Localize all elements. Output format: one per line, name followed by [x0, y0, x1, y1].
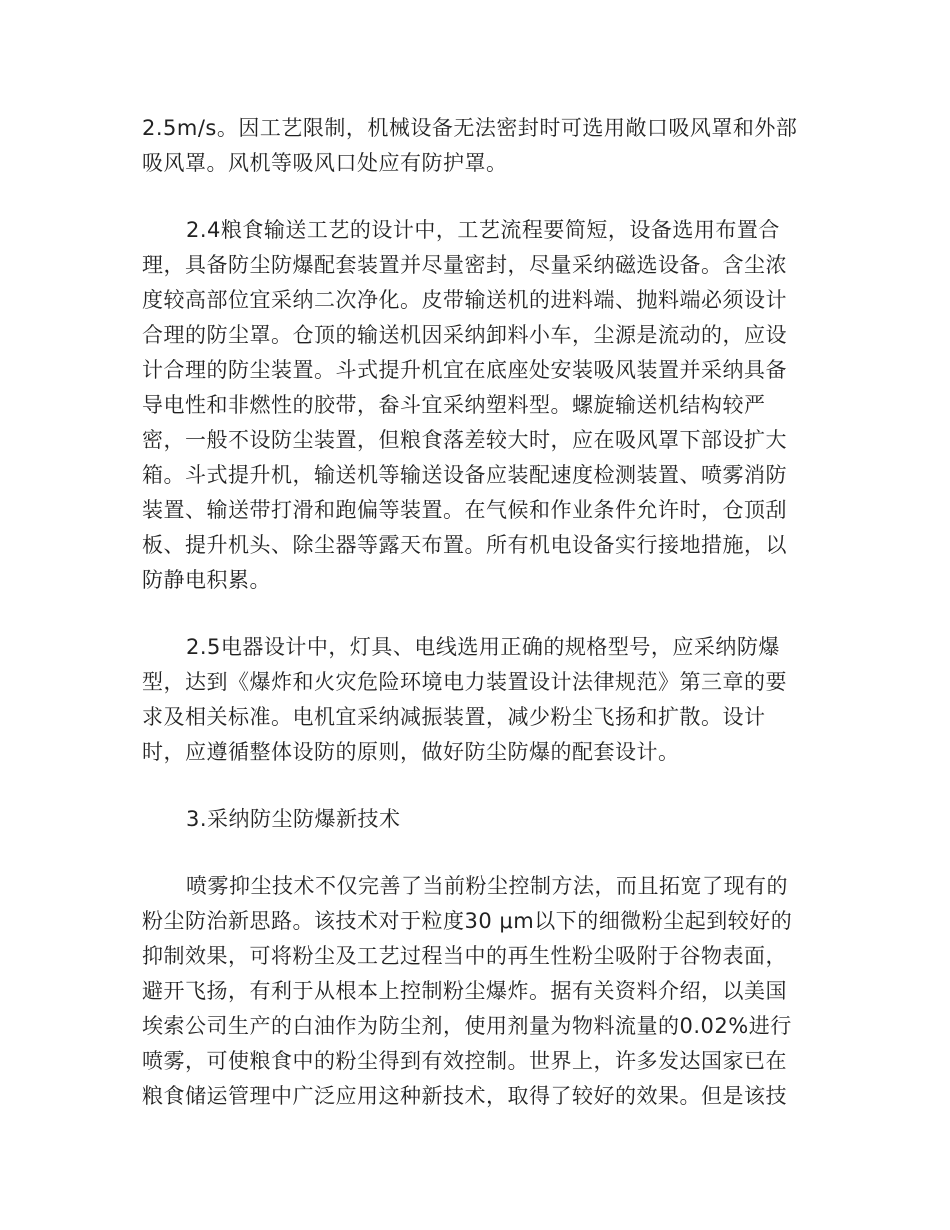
- text-line: 箱。斗式提升机，输送机等输送设备应装配速度检测装置、喷雾消防: [142, 463, 787, 487]
- text-line: 计合理的防尘装置。斗式提升机宜在底座处安装吸风装置并采纳具备: [142, 358, 787, 382]
- text-line: 粉尘防治新思路。该技术对于粒度30 μm以下的细微粉尘起到较好的: [142, 909, 793, 933]
- text-line: 2.5m/s。因工艺限制，机械设备无法密封时可选用敞口吸风罩和外部: [142, 116, 798, 140]
- text-line: 型，达到《爆炸和火灾危险环境电力装置设计法律规范》第三章的要: [142, 670, 787, 694]
- text-line: 时，应遵循整体设防的原则，做好防尘防爆的配套设计。: [142, 740, 680, 764]
- text-line: 2.5电器设计中，灯具、电线选用正确的规格型号，应采纳防爆: [186, 635, 780, 659]
- section-heading: 3.采纳防尘防爆新技术: [186, 807, 401, 831]
- text-line: 吸风罩。风机等吸风口处应有防护罩。: [142, 151, 508, 175]
- text-line: 2.4粮食输送工艺的设计中，工艺流程要简短，设备选用布置合: [186, 218, 780, 242]
- text-line: 抑制效果，可将粉尘及工艺过程当中的再生性粉尘吸附于谷物表面，: [142, 944, 787, 968]
- text-line: 合理的防尘罩。仓顶的输送机因采纳卸料小车，尘源是流动的，应设: [142, 323, 787, 347]
- text-line: 装置、输送带打滑和跑偏等装置。在气候和作业条件允许时，仓顶刮: [142, 498, 787, 522]
- text-line: 度较高部位宜采纳二次净化。皮带输送机的进料端、抛料端必须设计: [142, 288, 787, 312]
- text-line: 喷雾，可使粮食中的粉尘得到有效控制。世界上，许多发达国家已在: [142, 1049, 787, 1073]
- text-line: 理，具备防尘防爆配套装置并尽量密封，尽量采纳磁选设备。含尘浓: [142, 253, 787, 277]
- text-line: 粮食储运管理中广泛应用这种新技术，取得了较好的效果。但是该技: [142, 1084, 787, 1108]
- text-line: 避开飞扬，有利于从根本上控制粉尘爆炸。据有关资料介绍，以美国: [142, 979, 787, 1003]
- text-line: 板、提升机头、除尘器等露天布置。所有机电设备实行接地措施，以: [142, 533, 787, 557]
- text-line: 喷雾抑尘技术不仅完善了当前粉尘控制方法，而且拓宽了现有的: [186, 874, 788, 898]
- text-line: 防静电积累。: [142, 568, 271, 592]
- text-line: 求及相关标准。电机宜采纳减振装置，减少粉尘飞扬和扩散。设计: [142, 705, 766, 729]
- text-line: 密，一般不设防尘装置，但粮食落差较大时，应在吸风罩下部设扩大: [142, 428, 787, 452]
- text-line: 埃索公司生产的白油作为防尘剂，使用剂量为物料流量的0.02%进行: [142, 1014, 792, 1038]
- text-line: 导电性和非燃性的胶带，畚斗宜采纳塑料型。螺旋输送机结构较严: [142, 393, 766, 417]
